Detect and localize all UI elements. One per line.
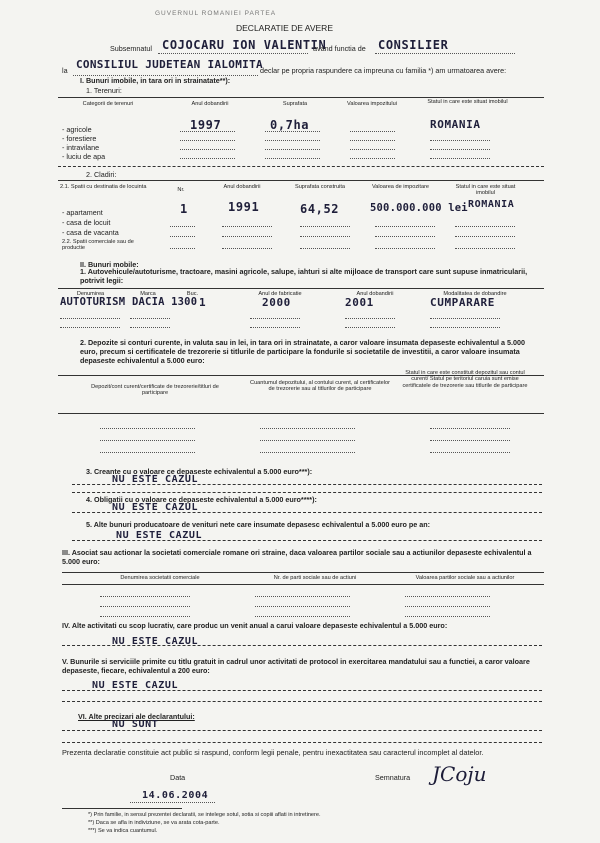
dotline bbox=[180, 158, 235, 159]
subsemnatul-label: Subsemnatul bbox=[110, 44, 152, 53]
dotline bbox=[430, 318, 500, 319]
dotline bbox=[260, 452, 355, 453]
dotline bbox=[100, 596, 190, 597]
date-label: Data bbox=[170, 773, 186, 782]
section-6-heading: VI. Alte precizari ale declarantului: bbox=[78, 712, 195, 721]
col-state: Statul in care este situat imobilul bbox=[427, 99, 508, 105]
col-b-year: Anul dobandirii bbox=[223, 184, 261, 190]
col-v-brand: Marca bbox=[140, 291, 156, 297]
dotline bbox=[430, 149, 490, 150]
answer-line bbox=[62, 701, 542, 702]
commercial-label: 2.2. Spatii comerciale sau de productie bbox=[62, 239, 134, 252]
answer-line bbox=[72, 484, 542, 485]
col-d-state: Statul in care este constituit depozitul sau contul curent/ Statul pe teritoriul caruia sunt emise certificatele de trezorerie sau titlurile de participare bbox=[402, 370, 528, 389]
vehicles-label: 1. Autovehicule/autoturisme, tractoare, masini agricole, salupe, iahturi si alte mijloace de transport care sunt supuse inmatricularii, potrivit legii: bbox=[80, 267, 528, 285]
building-vacanta: - casa de vacanta bbox=[62, 228, 119, 237]
land-year: 1997 bbox=[190, 118, 222, 132]
building-apartament: - apartament bbox=[62, 208, 103, 217]
separator bbox=[58, 166, 544, 167]
col-v-acq: Anul dobandirii bbox=[356, 291, 394, 297]
table-top-line bbox=[58, 97, 544, 98]
dotline bbox=[260, 440, 355, 441]
col-b-value: Valoarea de impozitare bbox=[371, 184, 430, 190]
dotline bbox=[430, 452, 510, 453]
dotline bbox=[375, 226, 435, 227]
functia-label: avand functia de bbox=[313, 44, 366, 53]
category-agricole: - agricole bbox=[62, 125, 92, 134]
dotline bbox=[375, 248, 435, 249]
date-line bbox=[130, 802, 215, 803]
section-4-heading: IV. Alte activitati cu scop lucrativ, care produc un venit anual a carui valoare depaseste echivalentul a 5.000 euro: bbox=[62, 621, 448, 630]
dotline bbox=[265, 131, 320, 132]
table-header-line bbox=[62, 584, 544, 585]
dotline bbox=[250, 318, 300, 319]
section-1-heading: I. Bunuri imobile, in tara ori in strainatate**): bbox=[80, 76, 231, 85]
col-s-value: Valoarea partilor sociale sau a actiunilor bbox=[415, 575, 515, 581]
alte-bunuri-label: 5. Alte bunuri producatoare de venituri nete care insumate depasesc echivalentul a 5.000 euro pe an: bbox=[86, 520, 431, 529]
terenuri-label: 1. Terenuri: bbox=[86, 86, 122, 95]
col-v-fab: Anul de fabricatie bbox=[258, 291, 302, 297]
col-s-name: Denumirea societatii comerciale bbox=[120, 575, 200, 581]
answer-line bbox=[62, 742, 542, 743]
section-5-value: NU ESTE CAZUL bbox=[92, 680, 179, 691]
footnote-rule bbox=[62, 808, 182, 809]
col-nr: Nr. bbox=[177, 187, 185, 193]
vehicle-name: AUTOTURISM bbox=[60, 296, 126, 308]
dotline bbox=[170, 236, 195, 237]
creante-value: NU ESTE CAZUL bbox=[112, 474, 199, 485]
dotline bbox=[350, 140, 395, 141]
answer-line bbox=[72, 512, 542, 513]
footnote-1: *) Prin familie, in sensul prezentei declaratii, se intelege sotul, sotia si copiii aflati in intretinere. bbox=[88, 812, 321, 818]
cladiri-label: 2. Cladiri: bbox=[86, 170, 117, 179]
vehicle-fab-year: 2000 bbox=[262, 296, 291, 309]
answer-line bbox=[62, 690, 542, 691]
table-top-line bbox=[62, 572, 544, 573]
institution-value: CONSILIUL JUDETEAN IALOMITA bbox=[76, 58, 263, 71]
dotline bbox=[255, 606, 350, 607]
col-categories: Categorii de terenuri bbox=[82, 101, 134, 107]
section-6-value: NU SUNT bbox=[112, 719, 159, 730]
dotline bbox=[455, 248, 515, 249]
building-casa: - casa de locuit bbox=[62, 218, 111, 227]
col-area: Suprafata bbox=[282, 101, 308, 107]
dotline bbox=[455, 236, 515, 237]
dotline bbox=[300, 226, 350, 227]
col-d-type: Depozit/cont curent/certificate de trezorerie/titluri de participare bbox=[91, 384, 219, 397]
signature-label: Semnatura bbox=[375, 773, 411, 782]
land-state: ROMANIA bbox=[430, 118, 481, 131]
dotline bbox=[265, 140, 320, 141]
col-b-area: Suprafata construita bbox=[294, 184, 346, 190]
dotline bbox=[345, 318, 395, 319]
header-stamp: GUVERNUL ROMANIEI PARTEA bbox=[155, 10, 277, 17]
answer-line bbox=[62, 730, 542, 731]
section-4-value: NU ESTE CAZUL bbox=[112, 636, 199, 647]
vehicle-mode: CUMPARARE bbox=[430, 296, 496, 309]
dotline bbox=[60, 318, 120, 319]
date-value: 14.06.2004 bbox=[142, 790, 209, 801]
col-year: Anul dobandirii bbox=[191, 101, 229, 107]
function-value: CONSILIER bbox=[378, 38, 449, 52]
creante-label: 3. Creante cu o valoare ce depaseste echivalentul a 5.000 euro***): bbox=[86, 467, 313, 476]
category-forestiere: - forestiere bbox=[62, 134, 97, 143]
function-line bbox=[375, 53, 515, 54]
building-area: 64,52 bbox=[300, 202, 340, 216]
answer-line bbox=[62, 645, 542, 646]
dotline bbox=[405, 606, 490, 607]
closing-statement: Prezenta declaratie constituie act public si raspund, conform legii penale, pentru inexactitatea sau caracterul incomplet al datelor. bbox=[62, 748, 484, 757]
page-title: DECLARATIE DE AVERE bbox=[236, 23, 333, 33]
alte-bunuri-value: NU ESTE CAZUL bbox=[116, 530, 203, 541]
dotline bbox=[100, 616, 190, 617]
dotline bbox=[405, 596, 490, 597]
obligatii-label: 4. Obligatii cu o valoare ce depaseste echivalentul a 5.000 euro****): bbox=[86, 495, 317, 504]
table-header-line bbox=[58, 413, 544, 414]
dotline bbox=[430, 327, 500, 328]
dotline bbox=[375, 236, 435, 237]
answer-line bbox=[72, 492, 542, 493]
intro-rest: declar pe propria raspundere ca impreuna cu familia *) am urmatoarea avere: bbox=[260, 66, 507, 75]
dotline bbox=[350, 158, 395, 159]
category-luciu-apa: - luciu de apa bbox=[62, 152, 106, 161]
col-housing: 2.1. Spatii cu destinatia de locuinta bbox=[60, 184, 147, 190]
section-3-heading: III. Asociat sau actionar la societati comerciale romane ori straine, daca valoarea partilor sociale sau a actiunilor depaseste echivalentul a 5.000 euro: bbox=[62, 548, 532, 566]
table-top-line bbox=[58, 180, 544, 181]
dotline bbox=[255, 616, 350, 617]
vehicle-acq-year: 2001 bbox=[345, 296, 374, 309]
deposits-label: 2. Depozite si conturi curente, in valuta sau in lei, in tara ori in strainatate, a caror valoare insumata depaseste echivalentul a 5.000 euro, precum si certificatele de trezorerie si titlurile de participare la fondurile si societatile de investitii, a caror valoare insumata depaseste echivalentul a 5.000 euro: bbox=[80, 338, 525, 365]
dotline bbox=[265, 149, 320, 150]
answer-line bbox=[72, 540, 542, 541]
dotline bbox=[430, 440, 510, 441]
declarant-name: COJOCARU ION VALENTIN bbox=[162, 38, 327, 52]
footnote-2: **) Daca se afla in indiviziune, se va arata cota-parte. bbox=[88, 820, 220, 826]
dotline bbox=[170, 226, 195, 227]
dotline bbox=[100, 440, 195, 441]
dotline bbox=[300, 236, 350, 237]
signature: JCoju bbox=[432, 762, 487, 786]
dotline bbox=[350, 131, 395, 132]
dotline bbox=[405, 616, 490, 617]
dotline bbox=[260, 428, 355, 429]
dotline bbox=[100, 606, 190, 607]
building-year: 1991 bbox=[228, 200, 260, 214]
dotline bbox=[222, 226, 272, 227]
dotline bbox=[100, 428, 195, 429]
dotline bbox=[60, 327, 120, 328]
dotline bbox=[455, 226, 515, 227]
category-intravilane: - intravilane bbox=[62, 143, 100, 152]
land-area: 0,7ha bbox=[270, 118, 310, 132]
dotline bbox=[430, 158, 490, 159]
name-line bbox=[158, 53, 308, 54]
dotline bbox=[430, 428, 510, 429]
col-v-mode: Modalitatea de dobandire bbox=[443, 291, 507, 297]
dotline bbox=[180, 149, 235, 150]
section-5-heading: V. Bunurile si serviciile primite cu titlu gratuit in cadrul unor activitati de protocol in exercitarea mandatului sau a functiei, a caror valoare depaseste, fiecare, echivalentul a 200 euro: bbox=[62, 657, 530, 675]
dotline bbox=[130, 318, 170, 319]
dotline bbox=[300, 248, 350, 249]
dotline bbox=[222, 248, 272, 249]
dotline bbox=[265, 158, 320, 159]
vehicle-brand: DACIA 1300 bbox=[132, 296, 198, 308]
obligatii-value: NU ESTE CAZUL bbox=[112, 502, 199, 513]
dotline bbox=[100, 452, 195, 453]
building-state: ROMANIA bbox=[468, 199, 515, 210]
dotline bbox=[250, 327, 300, 328]
dotline bbox=[430, 140, 490, 141]
col-v-name: Denumirea bbox=[76, 291, 105, 297]
col-tax: Valoarea impozitului bbox=[347, 101, 397, 107]
section-2-heading: II. Bunuri mobile: bbox=[80, 260, 139, 269]
dotline bbox=[180, 131, 235, 132]
footnote-3: ***) Se va indica cuantumul. bbox=[88, 828, 158, 834]
dotline bbox=[350, 149, 395, 150]
col-s-count: Nr. de parti sociale sau de actiuni bbox=[273, 575, 357, 581]
building-value: 500.000.000 lei bbox=[370, 202, 468, 214]
table-top-line bbox=[58, 288, 544, 289]
dotline bbox=[345, 327, 395, 328]
col-v-qty: Buc. bbox=[186, 291, 199, 297]
col-b-state: Statul in care este situat imobilul bbox=[455, 184, 516, 197]
vehicle-qty: 1 bbox=[199, 296, 207, 309]
col-d-amount: Cuantumul depozitului, al contului curent, al certificatelor de trezorerie sau al titlurilor de participare bbox=[250, 380, 390, 393]
la-label: la bbox=[62, 66, 68, 75]
dotline bbox=[255, 596, 350, 597]
dotline bbox=[170, 248, 195, 249]
dotline bbox=[180, 140, 235, 141]
dotline bbox=[222, 236, 272, 237]
building-nr: 1 bbox=[180, 202, 188, 216]
dotline bbox=[130, 327, 170, 328]
